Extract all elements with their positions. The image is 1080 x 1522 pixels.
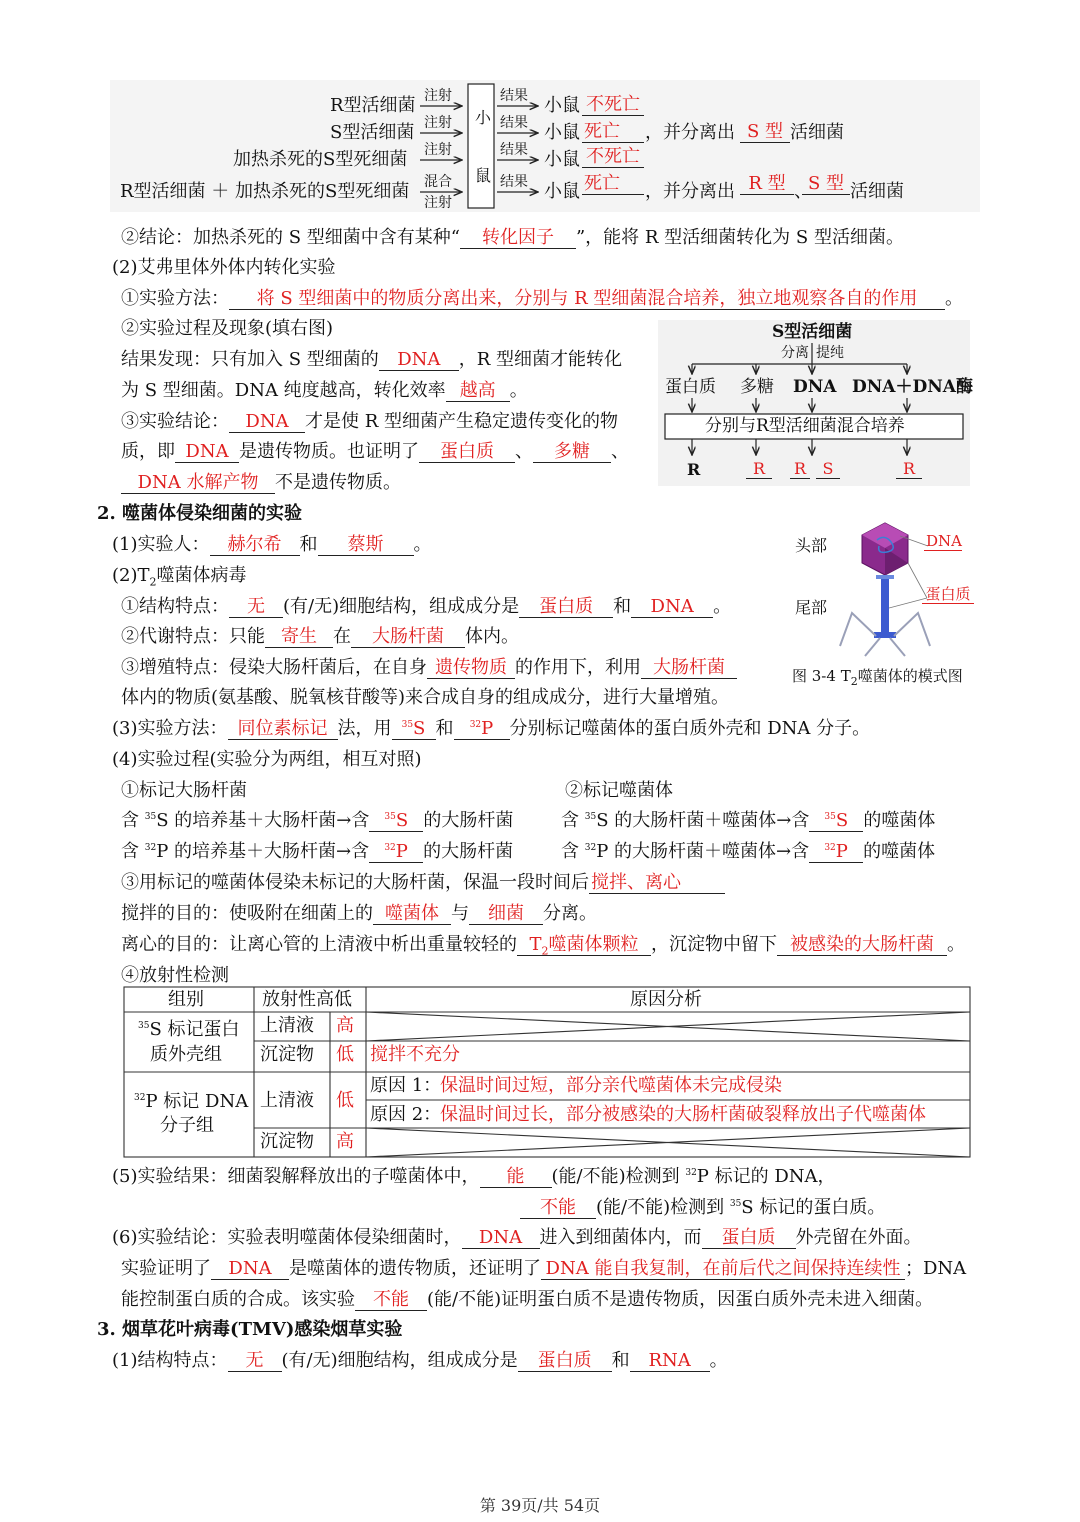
reason-1-label: 原因 1： [370, 1075, 442, 1096]
table-header: 组别 [168, 989, 204, 1010]
answer-blank: S 型 [740, 123, 790, 143]
marking-line-3: 含 $^{32}$P 的培养基＋大肠杆菌→含 $^{32}$P 的大肠杆菌 [121, 841, 514, 862]
phage-tail-label: 尾部 [795, 598, 828, 617]
table-pos: 上清液 [260, 1015, 314, 1036]
reproduction-line-2: 体内的物质(氨基酸、脱氧核苷酸等)来合成自身的组成成分，进行大量增殖。 [121, 687, 730, 708]
table-pos: 沉淀物 [260, 1044, 314, 1065]
detect-title: ④放射性检测 [121, 965, 229, 986]
table-pos: 沉淀物 [260, 1131, 314, 1152]
table-header: 原因分析 [630, 989, 702, 1010]
conclusion6-line-3: 能控制蛋白质的合成。该实验 不能 (能/不能)证明蛋白质不是遗传物质，因蛋白质外壳未进入细菌。 [121, 1289, 934, 1310]
row2-mid: ，并分离出 [645, 122, 735, 143]
row1-left: R型活细菌 [330, 95, 416, 116]
avery-item: 蛋白质 [665, 377, 716, 397]
table-reason: 搅拌不充分 [370, 1044, 460, 1065]
reproduction-line: ③增殖特点：侵染大肠杆菌后，在自身 遗传物质 的作用下，利用 大肠杆菌 [121, 656, 737, 680]
reason-1: 保温时间过短，部分亲代噬菌体未完成侵染 [440, 1075, 782, 1096]
tmv-structure-line: (1)结构特点： 无 (有/无)细胞结构，组成成分是 蛋白质 和 RNA 。 [112, 1350, 728, 1371]
researchers-line: (1)实验人： 赫尔希 和 蔡斯 。 [112, 534, 432, 555]
avery-split: 分离 [781, 345, 809, 361]
table-header: 放射性高低 [262, 989, 352, 1010]
table-level: 低 [336, 1090, 354, 1111]
marking-line-1: 含 $^{35}$S 的培养基＋大肠杆菌→含 $^{35}$S 的大肠杆菌 [121, 810, 514, 831]
row3-left: 加热杀死的S型死细菌 [233, 149, 408, 170]
reason-2-label: 原因 2： [370, 1104, 442, 1125]
mouse-box-char: 小 [475, 108, 492, 127]
inj-label: 混合 [424, 174, 452, 190]
method3-line: (3)实验方法： 同位素标记 法，用 $^{35}$S 和 $^{32}$P 分别标记噬菌体的蛋白质外壳和 DNA 分子。 [112, 718, 871, 739]
avery-box: 分别与R型活细菌混合培养 [705, 416, 905, 436]
group-2-name: $^{32}$P 标记 DNA [134, 1091, 249, 1112]
mouse-box-char: 鼠 [475, 166, 492, 185]
row2-left: S型活细菌 [330, 122, 415, 143]
label-ecoli: ①标记大肠杆菌 [121, 780, 247, 801]
avery-split: 提纯 [816, 345, 844, 361]
group-1-name: $^{35}$S 标记蛋白 [138, 1019, 240, 1040]
conclusion6-line-2: 实验证明了 DNA 是噬菌体的遗传物质，还证明了 DNA 能自我复制，在前后代之间保持连续性 ；DNA [121, 1258, 967, 1279]
label-phage: ②标记噬菌体 [565, 780, 673, 801]
reason-2: 保温时间过长，部分被感染的大肠杆菌破裂释放出子代噬菌体 [440, 1104, 926, 1125]
mouse-label: 小鼠 [544, 95, 580, 116]
phage-head-label: 头部 [795, 536, 828, 555]
answer-blank: 死亡 [582, 123, 644, 143]
stir-line: 搅拌的目的：使吸附在细菌上的 噬菌体 与 细菌 分离。 [121, 903, 597, 924]
avery-title: (2)艾弗里体外体内转化实验 [112, 257, 336, 278]
table-level: 高 [336, 1131, 354, 1152]
conclusion3-line-2: 质，即 DNA 是遗传物质。也证明了 蛋白质 、 多糖 、 [121, 441, 629, 462]
avery-top: S型活细菌 [772, 322, 853, 342]
result5-line-2: 不能 (能/不能)检测到 $^{35}$S 标记的蛋白质。 [520, 1196, 885, 1220]
result-label: 结果 [500, 88, 528, 104]
method-line: ①实验方法： 将 S 型细菌中的物质分离出来，分别与 R 型细菌混合培养，独立地观察各自的作用 。 [121, 288, 963, 309]
avery-item: DNA [793, 377, 837, 397]
conclusion3-line-1: ③实验结论： DNA 才是使 R 型细菌产生稳定遗传变化的物 [121, 411, 618, 432]
inj-label: 注射 [424, 88, 452, 104]
avery-result: S [816, 461, 840, 479]
avery-result: R [687, 460, 701, 479]
result-line-2: 为 S 型细菌。DNA 纯度越高，转化效率 越高 。 [121, 380, 528, 401]
row4-end: 活细菌 [850, 181, 904, 202]
row4-mid: ，并分离出 [645, 181, 735, 202]
result-line-1: 结果发现：只有加入 S 型细菌的 DNA ，R 型细菌才能转化 [121, 349, 623, 370]
table-level: 高 [336, 1015, 354, 1036]
marking-line-2: 含 $^{35}$S 的大肠杆菌＋噬菌体→含 $^{35}$S 的噬菌体 [561, 810, 936, 831]
conclusion3-line-3: DNA 水解产物 不是遗传物质。 [121, 471, 401, 495]
row2-end: 活细菌 [790, 122, 844, 143]
infection-line: ③用标记的噬菌体侵染未标记的大肠杆菌，保温一段时间后 搅拌、离心 [121, 871, 725, 895]
inj-label: 注射 [424, 115, 452, 131]
table-level: 低 [336, 1044, 354, 1065]
process-line: ②实验过程及现象(填右图) [121, 318, 334, 339]
avery-item: 多糖 [740, 377, 774, 397]
process4-title: (4)实验过程(实验分为两组，相互对照) [112, 749, 422, 770]
mouse-label: 小鼠 [544, 149, 580, 170]
result5-line-1: (5)实验结果：细菌裂解释放出的子噬菌体中， 能 (能/不能)检测到 $^{32}$P 标记的 DNA， [112, 1166, 836, 1187]
answer-blank: S 型 [802, 175, 850, 195]
inj-label: 注射 [424, 195, 452, 211]
result-label: 结果 [500, 174, 528, 190]
avery-result: R [790, 461, 810, 479]
marking-line-4: 含 $^{32}$P 的大肠杆菌＋噬菌体→含 $^{32}$P 的噬菌体 [561, 841, 936, 862]
conclusion-line: ②结论：加热杀死的 S 型细菌中含有某种“ 转化因子 ”，能将 R 型活细菌转化为 S 型活细菌。 [121, 227, 904, 248]
page-footer: 第 39页/共 54页 [479, 1496, 601, 1515]
table-pos: 上清液 [260, 1090, 314, 1111]
mouse-label: 小鼠 [544, 122, 580, 143]
section-2-heading: 2. 噬菌体侵染细菌的实验 [97, 503, 303, 524]
structure-line: ①结构特点： 无 (有/无)细胞结构，组成成分是 蛋白质 和 DNA 。 [121, 596, 732, 617]
conclusion6-line-1: (6)实验结论：实验表明噬菌体侵染细菌时， DNA 进入到细菌体内，而 蛋白质 外壳留在外面。 [112, 1227, 922, 1248]
row4-left: R型活细菌 ＋ 加热杀死的S型死细菌 [120, 181, 410, 202]
result-label: 结果 [500, 142, 528, 158]
phage-protein-label: 蛋白质 [922, 587, 974, 604]
section-3-heading: 3. 烟草花叶病毒(TMV)感染烟草实验 [97, 1319, 403, 1340]
t2-title: $(2)T_2$噬菌体病毒 [112, 565, 247, 589]
group-2-name-2: 分子组 [160, 1115, 214, 1136]
mouse-label: 小鼠 [544, 181, 580, 202]
answer-blank: 不死亡 [582, 148, 644, 168]
avery-result: R [746, 461, 772, 479]
row4-sep: 、 [794, 181, 812, 202]
avery-result: R [896, 461, 922, 479]
group-1-name-2: 质外壳组 [150, 1044, 222, 1065]
answer-blank: R 型 [740, 175, 794, 195]
result-label: 结果 [500, 115, 528, 131]
centrifuge-line: 离心的目的：让离心管的上清液中析出重量较轻的 $T_2$噬菌体颗粒 ，沉淀物中留下 被感染的大肠杆菌 。 [121, 934, 965, 958]
inj-label: 注射 [424, 142, 452, 158]
phage-dna-label: DNA [926, 532, 962, 550]
phage-caption: 图 3-4 $T_2$噬菌体的模式图 [792, 667, 963, 688]
avery-item: DNA＋DNA酶 [852, 377, 973, 397]
answer-blank: 死亡 [582, 175, 644, 195]
metabolism-line: ②代谢特点：只能 寄生 在 大肠杆菌 体内。 [121, 626, 519, 647]
answer-blank: 不死亡 [582, 96, 644, 116]
